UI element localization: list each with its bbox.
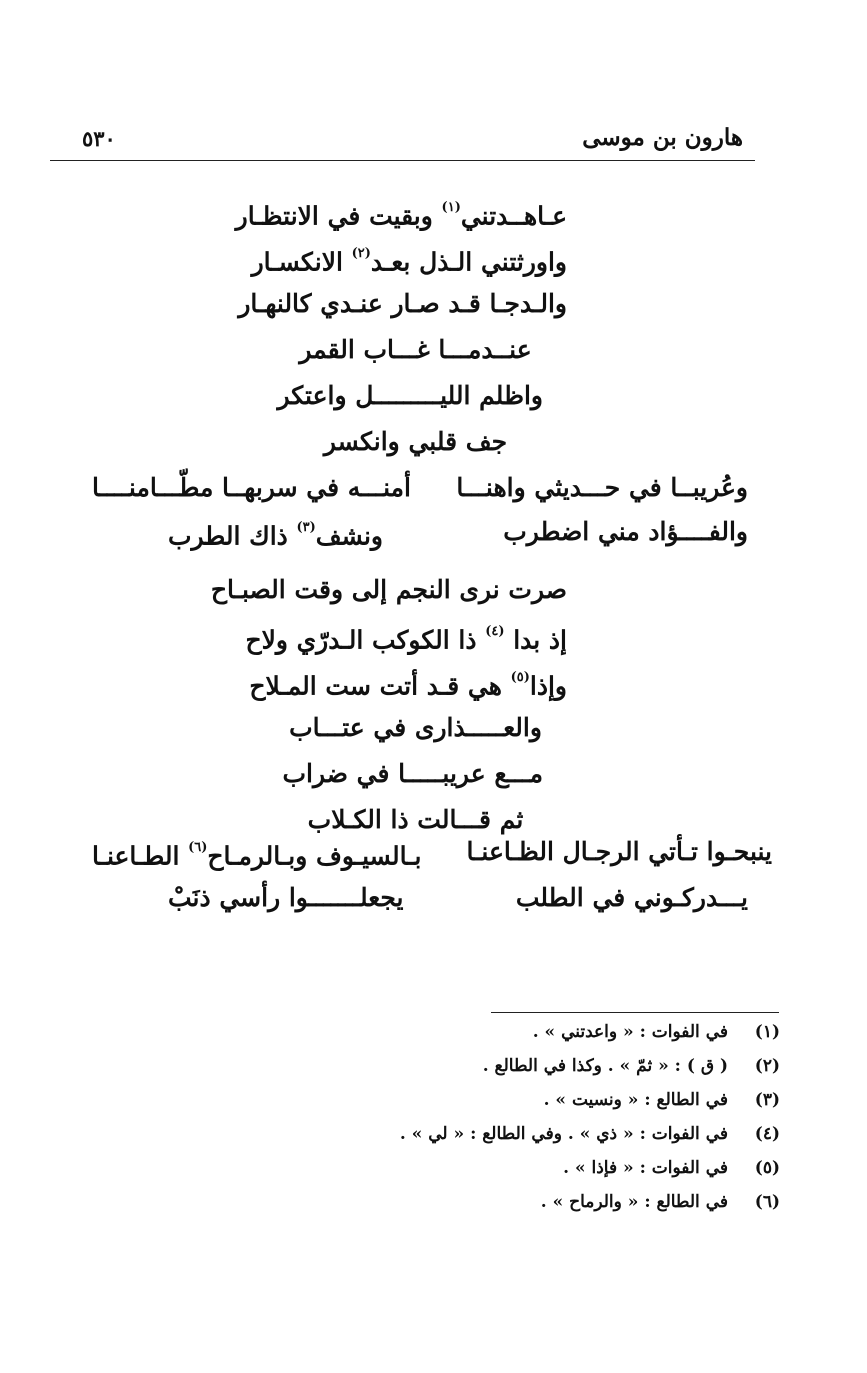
footnote-text: في الفوات : « واعدتني » . bbox=[532, 1022, 728, 1042]
hemistich-second bbox=[92, 830, 422, 878]
verse-text: عـاهــدتني bbox=[460, 201, 567, 231]
footnote-marker: (٥) bbox=[510, 670, 530, 685]
poem-line: صرت نرى النجم إلى وقت الصبـاح bbox=[210, 575, 567, 604]
footnote-text: في الفوات : « فإذا » . bbox=[563, 1158, 728, 1178]
poem-line: واظلم الليـــــــــل واعتكر bbox=[277, 381, 543, 410]
poem-line bbox=[249, 660, 567, 708]
footnote-number: (٤) bbox=[754, 1124, 780, 1144]
poem-line bbox=[245, 614, 567, 662]
footnote-marker: (١) bbox=[441, 200, 461, 215]
footnote bbox=[380, 1090, 790, 1122]
header-rule bbox=[50, 160, 755, 161]
verse-text: بـالسيـوف وبـالرمـاح bbox=[207, 841, 422, 871]
hemistich-second: أمنـــه في سربهــا مطّـــامنــــا bbox=[92, 473, 411, 502]
verse-text: ذا الكوكب الـدرّي ولاح bbox=[245, 625, 486, 655]
running-title: هارون بن موسى bbox=[582, 124, 743, 151]
hemistich-first: ينبحـوا تـأتي الرجـال الظـاعنـا bbox=[466, 837, 772, 866]
footnote-number: (١) bbox=[754, 1022, 780, 1042]
footnote-number: (٣) bbox=[754, 1090, 780, 1110]
hemistich-first: يـــدركـوني في الطلب bbox=[515, 883, 748, 912]
verse-text: وإذا bbox=[529, 671, 567, 701]
footnote-rule bbox=[491, 1012, 779, 1013]
footnote-marker: (٦) bbox=[188, 840, 208, 855]
hemistich-second bbox=[168, 510, 383, 558]
verse-text: هي قـد أتت ست المـلاح bbox=[249, 671, 511, 701]
hemistich-first: وعُريبــا في حـــديثي واهنـــا bbox=[456, 473, 748, 502]
footnote-text: في الفوات : « ذي » . وفي الطالع : « لي » . bbox=[399, 1124, 728, 1144]
footnote bbox=[380, 1158, 790, 1190]
footnote-marker: (٣) bbox=[296, 520, 316, 535]
footnote-text: في الطالع : « والرماح » . bbox=[540, 1192, 728, 1212]
page-number: ٥٣٠ bbox=[82, 126, 116, 151]
poem-line: والعـــــذارى في عتـــاب bbox=[289, 713, 542, 742]
poem-line: مـــع عريبـــــا في ضراب bbox=[282, 759, 543, 788]
poem-line: جف قلبي وانكسر bbox=[323, 427, 508, 456]
footnote bbox=[380, 1124, 790, 1156]
footnote-marker: (٢) bbox=[351, 246, 371, 261]
footnote-marker: (٤) bbox=[485, 624, 505, 639]
poem-line bbox=[251, 236, 567, 284]
footnote bbox=[380, 1022, 790, 1054]
hemistich-second: يجعلـــــــوا رأسي ذنَبْ bbox=[168, 883, 404, 912]
footnote-number: (٢) bbox=[754, 1056, 780, 1076]
footnote-text: ( ق ) : « ثمّ » . وكذا في الطالع . bbox=[482, 1056, 728, 1076]
page-header bbox=[50, 118, 755, 158]
verse-text: واورثتني الـذل بعـد bbox=[370, 247, 567, 277]
poem-line: والـدجـا قـد صـار عنـدي كالنهـار bbox=[238, 289, 567, 318]
poem-line bbox=[235, 190, 567, 238]
poem-line: عنــدمـــا غـــاب القمر bbox=[299, 335, 532, 364]
footnote bbox=[380, 1192, 790, 1224]
verse-text: الانكسـار bbox=[251, 247, 352, 277]
verse-text: الطـاعنـا bbox=[92, 841, 189, 871]
verse-text: إذ بدا bbox=[504, 625, 567, 655]
verse-text: ذاك الطرب bbox=[168, 521, 297, 551]
verse-text: ونشف bbox=[315, 521, 384, 551]
verse-text: وبقيت في الانتظـار bbox=[235, 201, 442, 231]
footnote-text: في الطالع : « ونسيت » . bbox=[543, 1090, 728, 1110]
footnote bbox=[380, 1056, 790, 1088]
poem-line: ثم قـــالت ذا الكـلاب bbox=[307, 805, 524, 834]
footnote-number: (٦) bbox=[754, 1192, 780, 1212]
hemistich-first: والفــــؤاد مني اضطرب bbox=[503, 517, 748, 546]
footnote-number: (٥) bbox=[754, 1158, 780, 1178]
